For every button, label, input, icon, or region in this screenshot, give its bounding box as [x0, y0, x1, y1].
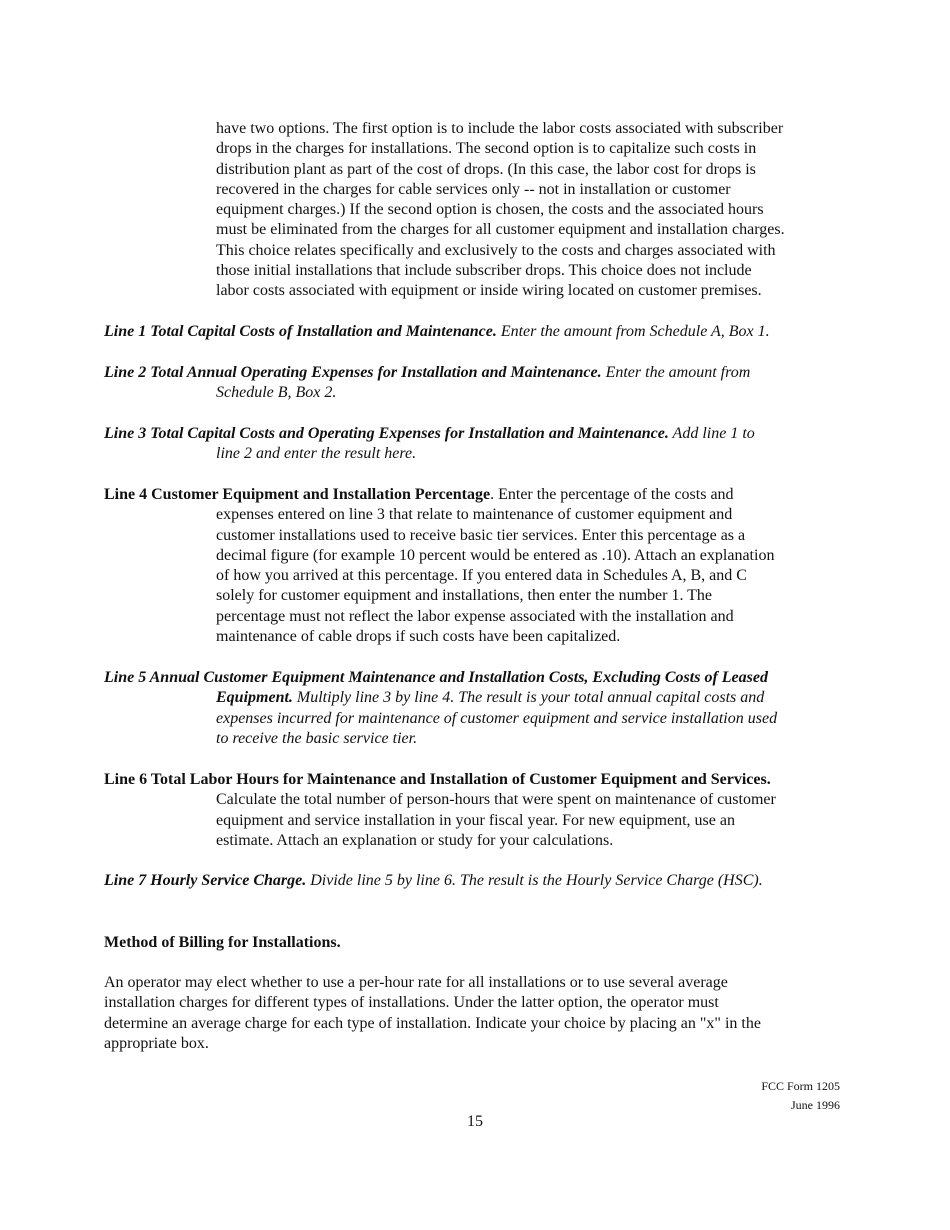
- form-name: FCC Form 1205: [761, 1079, 840, 1093]
- intro-paragraph: [216, 119, 846, 302]
- intro-line: recovered in the charges for cable services only -- not in installation or customer: [216, 180, 731, 198]
- line-4-continuation: customer installations used to receive basic tier services. Enter this percentage as a: [216, 526, 746, 544]
- billing-method-paragraph: [104, 973, 844, 1054]
- line-1-label: Line 1 Total Capital Costs of Installation and Maintenance.: [104, 323, 497, 340]
- intro-line: This choice relates specifically and exclusively to the costs and charges associated with: [216, 241, 776, 259]
- line-4-entry: [104, 485, 844, 647]
- line-3-entry: [104, 424, 844, 465]
- line-5-continuation: expenses incurred for maintenance of customer equipment and service installation used: [216, 709, 778, 727]
- line-1-text: Enter the amount from Schedule A, Box 1.: [496, 323, 770, 340]
- line-7-label: Line 7 Hourly Service Charge.: [104, 872, 307, 889]
- intro-line: equipment charges.) If the second option is chosen, the costs and the associated hours: [216, 201, 764, 219]
- line-4-continuation: expenses entered on line 3 that relate to maintenance of customer equipment and: [216, 506, 733, 524]
- line-5-continuation: to receive the basic service tier.: [216, 729, 418, 747]
- line-3-continuation: line 2 and enter the result here.: [216, 445, 417, 463]
- paragraph-line: appropriate box.: [104, 1034, 209, 1052]
- paragraph-line: installation charges for different types of installations. Under the latter option, the operator must: [104, 994, 719, 1012]
- line-3-label: Line 3 Total Capital Costs and Operating Expenses for Installation and Maintenance.: [104, 425, 669, 442]
- paragraph-line: determine an average charge for each type of installation. Indicate your choice by placing an "x" in the: [104, 1014, 761, 1032]
- paragraph-line: An operator may elect whether to use a per-hour rate for all installations or to use several average: [104, 974, 728, 991]
- line-6-continuation: estimate. Attach an explanation or study for your calculations.: [216, 831, 614, 849]
- line-5-text: Multiply line 3 by line 4. The result is your total annual capital costs and: [292, 689, 765, 707]
- line-2-continuation: Schedule B, Box 2.: [216, 384, 337, 402]
- line-2-entry: [104, 363, 844, 404]
- line-1-entry: [104, 322, 844, 342]
- line-7-entry: [104, 871, 844, 891]
- line-4-continuation: percentage must not reflect the labor expense associated with the installation and: [216, 607, 734, 625]
- line-4-continuation: maintenance of cable drops if such costs have been capitalized.: [216, 628, 621, 646]
- line-5-label: Line 5 Annual Customer Equipment Maintenance and Installation Costs, Excluding Costs of Leased: [104, 669, 768, 686]
- intro-line: drops in the charges for installations. The second option is to capitalize such costs in: [216, 140, 757, 158]
- line-6-entry: [104, 770, 844, 851]
- line-6-continuation: equipment and service installation in your fiscal year. For new equipment, use an: [216, 811, 735, 829]
- line-7-text: Divide line 5 by line 6. The result is the Hourly Service Charge (HSC).: [306, 872, 763, 889]
- line-6-continuation: Calculate the total number of person-hours that were spent on maintenance of customer: [216, 791, 776, 809]
- line-4-continuation: decimal figure (for example 10 percent would be entered as .10). Attach an explanation: [216, 546, 775, 564]
- line-4-text: . Enter the percentage of the costs and: [490, 486, 734, 503]
- line-5-entry: [104, 668, 844, 749]
- line-2-text: Enter the amount from: [601, 364, 751, 381]
- form-identifier: [761, 1077, 840, 1115]
- line-4-continuation: of how you arrived at this percentage. If you entered data in Schedules A, B, and C: [216, 567, 747, 585]
- line-5-label-continuation: Equipment.: [216, 689, 293, 707]
- intro-line: labor costs associated with equipment or inside wiring located on customer premises.: [216, 282, 762, 300]
- intro-line: must be eliminated from the charges for all customer equipment and installation charges.: [216, 221, 785, 239]
- form-date: June 1996: [791, 1098, 840, 1112]
- intro-line: distribution plant as part of the cost of drops. (In this case, the labor cost for drops is: [216, 160, 756, 178]
- line-6-label: Line 6 Total Labor Hours for Maintenance and Installation of Customer Equipment and Services.: [104, 771, 771, 788]
- line-2-label: Line 2 Total Annual Operating Expenses for Installation and Maintenance.: [104, 364, 602, 381]
- line-3-text: Add line 1 to: [668, 425, 755, 442]
- section-title: Method of Billing for Installations.: [104, 934, 341, 951]
- line-4-continuation: solely for customer equipment and installations, then enter the number 1. The: [216, 587, 713, 605]
- page-number: 15: [467, 1113, 483, 1130]
- line-4-label: Line 4 Customer Equipment and Installation Percentage: [104, 486, 491, 503]
- intro-line: those initial installations that include subscriber drops. This choice does not include: [216, 262, 752, 280]
- intro-line: have two options. The first option is to include the labor costs associated with subscriber: [216, 120, 784, 137]
